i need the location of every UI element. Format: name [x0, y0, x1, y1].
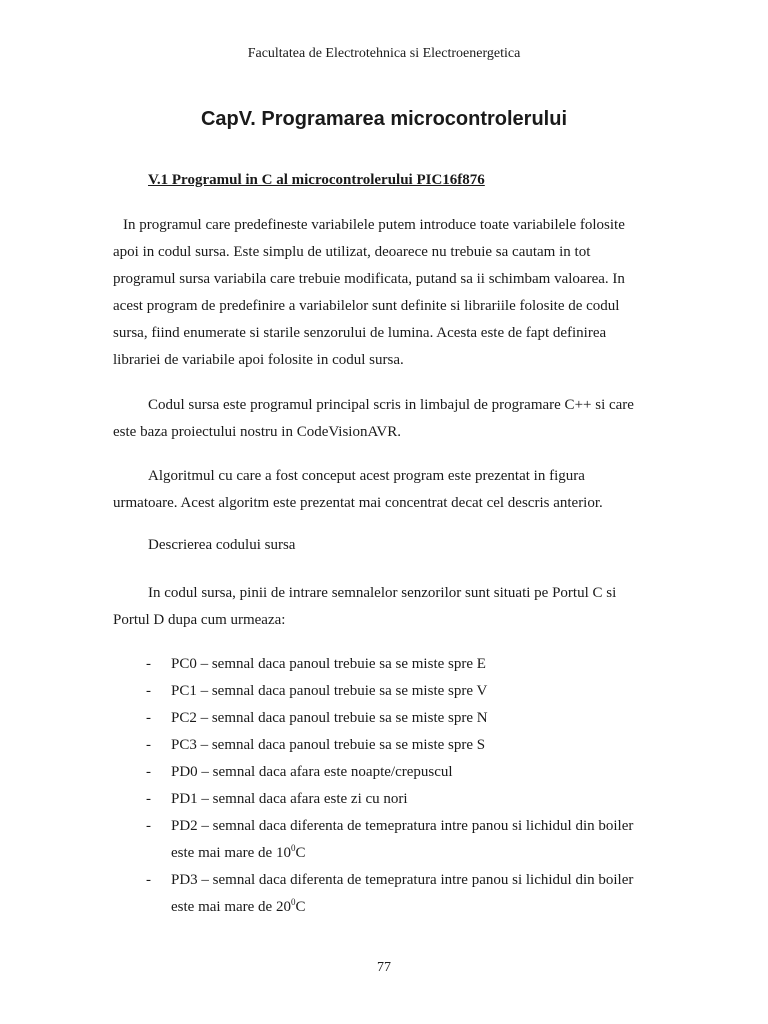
list-dash: -: [146, 683, 151, 699]
paragraph-intro-text: In programul care predefineste variabilele putem introduce toate variabilele folosite apoi in codul sursa. Este simplu de utilizat, deoarece nu trebuie sa cautam in tot programul sursa variabila care trebuie modificata, putand sa ii schimbam valoarea. In acest program de predefinire a variabilelor sunt definite si librariile folosite de codul sursa, fiind enumerate si starile senzorului de lumina. Acesta este de fapt definirea librariei de variabile apoi folosite in codul sursa.: [113, 217, 625, 368]
degree-superscript: 0: [290, 897, 296, 907]
unit-suffix: C: [295, 845, 306, 861]
list-item-text: PC3 – semnal daca panoul trebuie sa se miste spre S: [171, 737, 486, 753]
list-item: [146, 759, 646, 786]
list-item-text: PD3 – semnal daca diferenta de temepratura intre panou si lichidul din boiler este mai mare de 20: [171, 872, 634, 915]
list-item-text: PC1 – semnal daca panoul trebuie sa se miste spre V: [171, 683, 488, 699]
list-item: [146, 813, 646, 867]
list-dash: -: [146, 710, 151, 726]
paragraph-pins-intro: [113, 580, 643, 634]
list-item-text: PC2 – semnal daca panoul trebuie sa se miste spre N: [171, 710, 488, 726]
list-item: [146, 651, 646, 678]
unit-suffix: C: [295, 899, 306, 915]
list-dash: -: [146, 872, 151, 888]
list-item-text: PD2 – semnal daca diferenta de temepratura intre panou si lichidul din boiler este mai mare de 10: [171, 818, 634, 861]
list-item-text: PD0 – semnal daca afara este noapte/crepuscul: [171, 764, 453, 780]
paragraph-source-code: [113, 392, 643, 446]
list-dash: -: [146, 764, 151, 780]
list-dash: -: [146, 737, 151, 753]
list-item-text: PD1 – semnal daca afara este zi cu nori: [171, 791, 408, 807]
list-dash: -: [146, 818, 151, 834]
chapter-title: CapV. Programarea microcontrolerului: [200, 108, 568, 130]
paragraph-algorithm-text: Algoritmul cu care a fost conceput acest program este prezentat in figura urmatoare. Acest algoritm este prezentat mai concentrat decat cel descris anterior.: [113, 468, 603, 511]
list-dash: -: [146, 656, 151, 672]
list-item: [146, 867, 646, 921]
section-title: V.1 Programul in C al microcontrolerului PIC16f876: [148, 172, 485, 188]
paragraph-algorithm: [113, 463, 643, 517]
degree-superscript: 0: [290, 843, 296, 853]
page-number: 77: [377, 960, 391, 975]
list-item: [146, 786, 646, 813]
list-dash: -: [146, 791, 151, 807]
list-item: [146, 732, 646, 759]
page-header: Facultatea de Electrotehnica si Electroenergetica: [247, 46, 521, 61]
list-item-text: PC0 – semnal daca panoul trebuie sa se miste spre E: [171, 656, 486, 672]
paragraph-intro: [113, 212, 643, 374]
paragraph-pins-intro-text: In codul sursa, pinii de intrare semnalelor senzorilor sunt situati pe Portul C si Portul D dupa cum urmeaza:: [113, 585, 617, 628]
pin-list: [146, 651, 646, 921]
list-item: [146, 705, 646, 732]
paragraph-source-code-text: Codul sursa este programul principal scris in limbajul de programare C++ si care este baza proiectului nostru in CodeVisionAVR.: [113, 397, 634, 440]
description-heading: Descrierea codului sursa: [148, 537, 296, 553]
list-item: [146, 678, 646, 705]
